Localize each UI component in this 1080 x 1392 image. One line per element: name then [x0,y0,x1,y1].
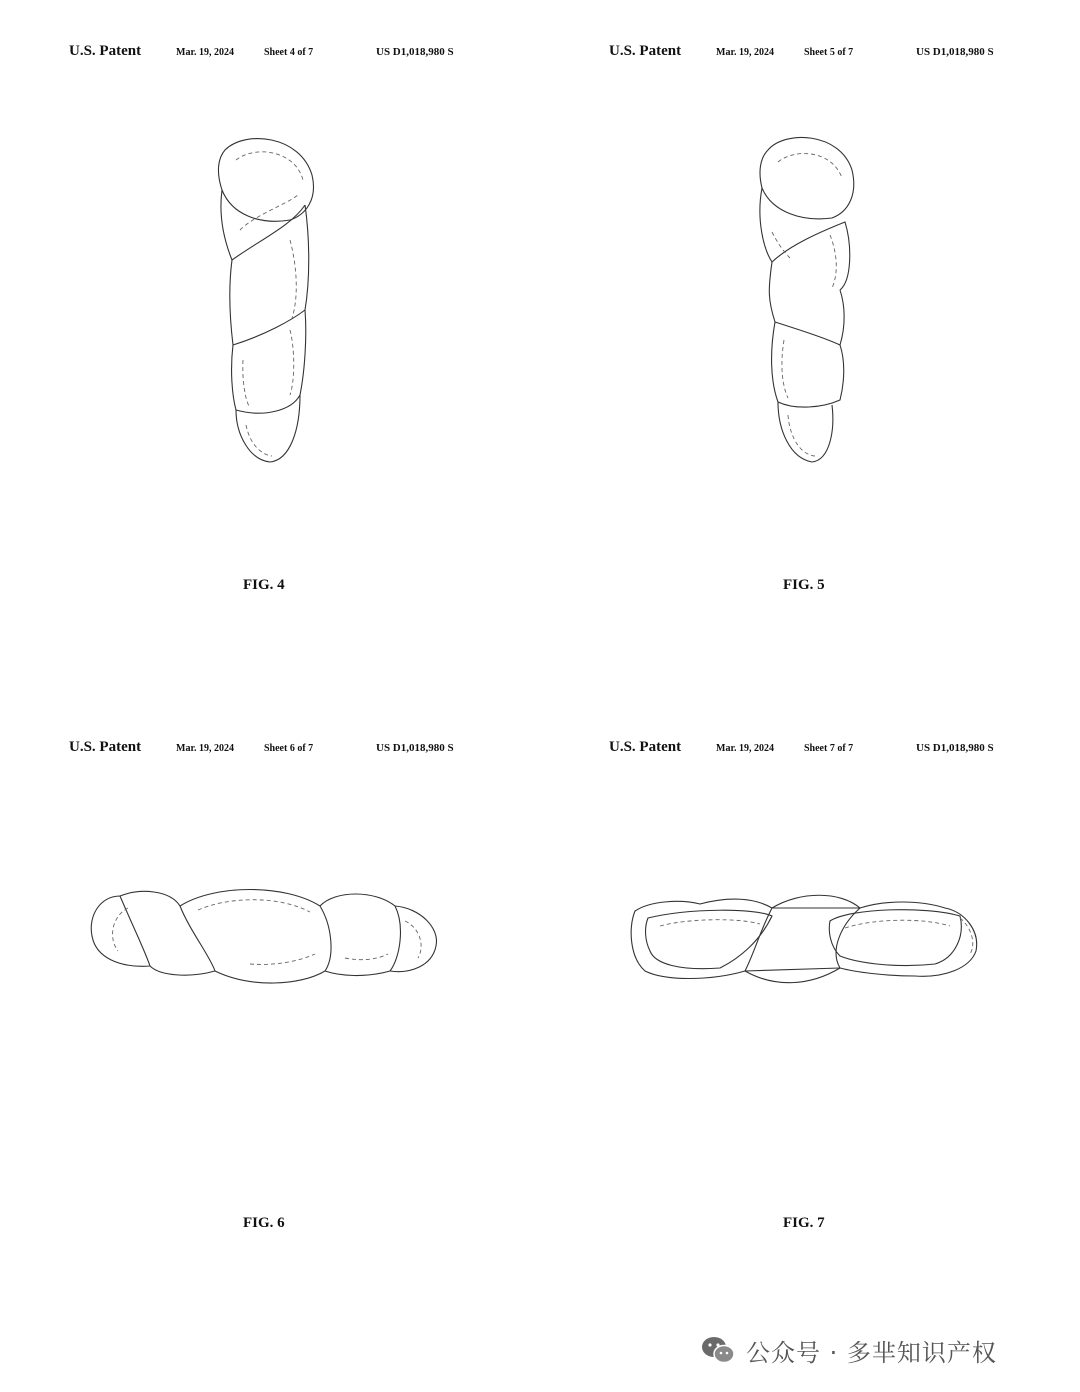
watermark [700,1330,997,1370]
sheet-number: Sheet 6 of 7 [264,743,314,754]
figure-label: FIG. 4 [243,577,285,593]
patent-label: U.S. Patent [69,739,142,755]
patent-sheet-6 [0,696,540,1392]
patent-date: Mar. 19, 2024 [716,743,774,754]
patent-date: Mar. 19, 2024 [176,47,234,58]
figure-label: FIG. 6 [243,1215,285,1231]
watermark-text: 公众号 · 多芈知识产权 [746,1338,997,1367]
sheet-number: Sheet 7 of 7 [804,743,854,754]
patent-number: US D1,018,980 S [916,742,994,754]
figure-6-drawing [0,696,540,1392]
wechat-icon [700,1334,736,1366]
sheet-number: Sheet 5 of 7 [804,47,854,58]
patent-number: US D1,018,980 S [916,46,994,58]
patent-label: U.S. Patent [609,739,682,755]
figure-label: FIG. 7 [783,1215,825,1231]
patent-label: U.S. Patent [69,43,142,59]
patent-number: US D1,018,980 S [376,742,454,754]
figure-7-drawing [540,696,1080,1392]
patent-sheet-4 [0,0,540,696]
patent-sheet-7 [540,696,1080,1392]
patent-sheet-5 [540,0,1080,696]
patent-label: U.S. Patent [609,43,682,59]
patent-date: Mar. 19, 2024 [176,743,234,754]
figure-label: FIG. 5 [783,577,825,593]
sheet-number: Sheet 4 of 7 [264,47,314,58]
patent-date: Mar. 19, 2024 [716,47,774,58]
patent-number: US D1,018,980 S [376,46,454,58]
